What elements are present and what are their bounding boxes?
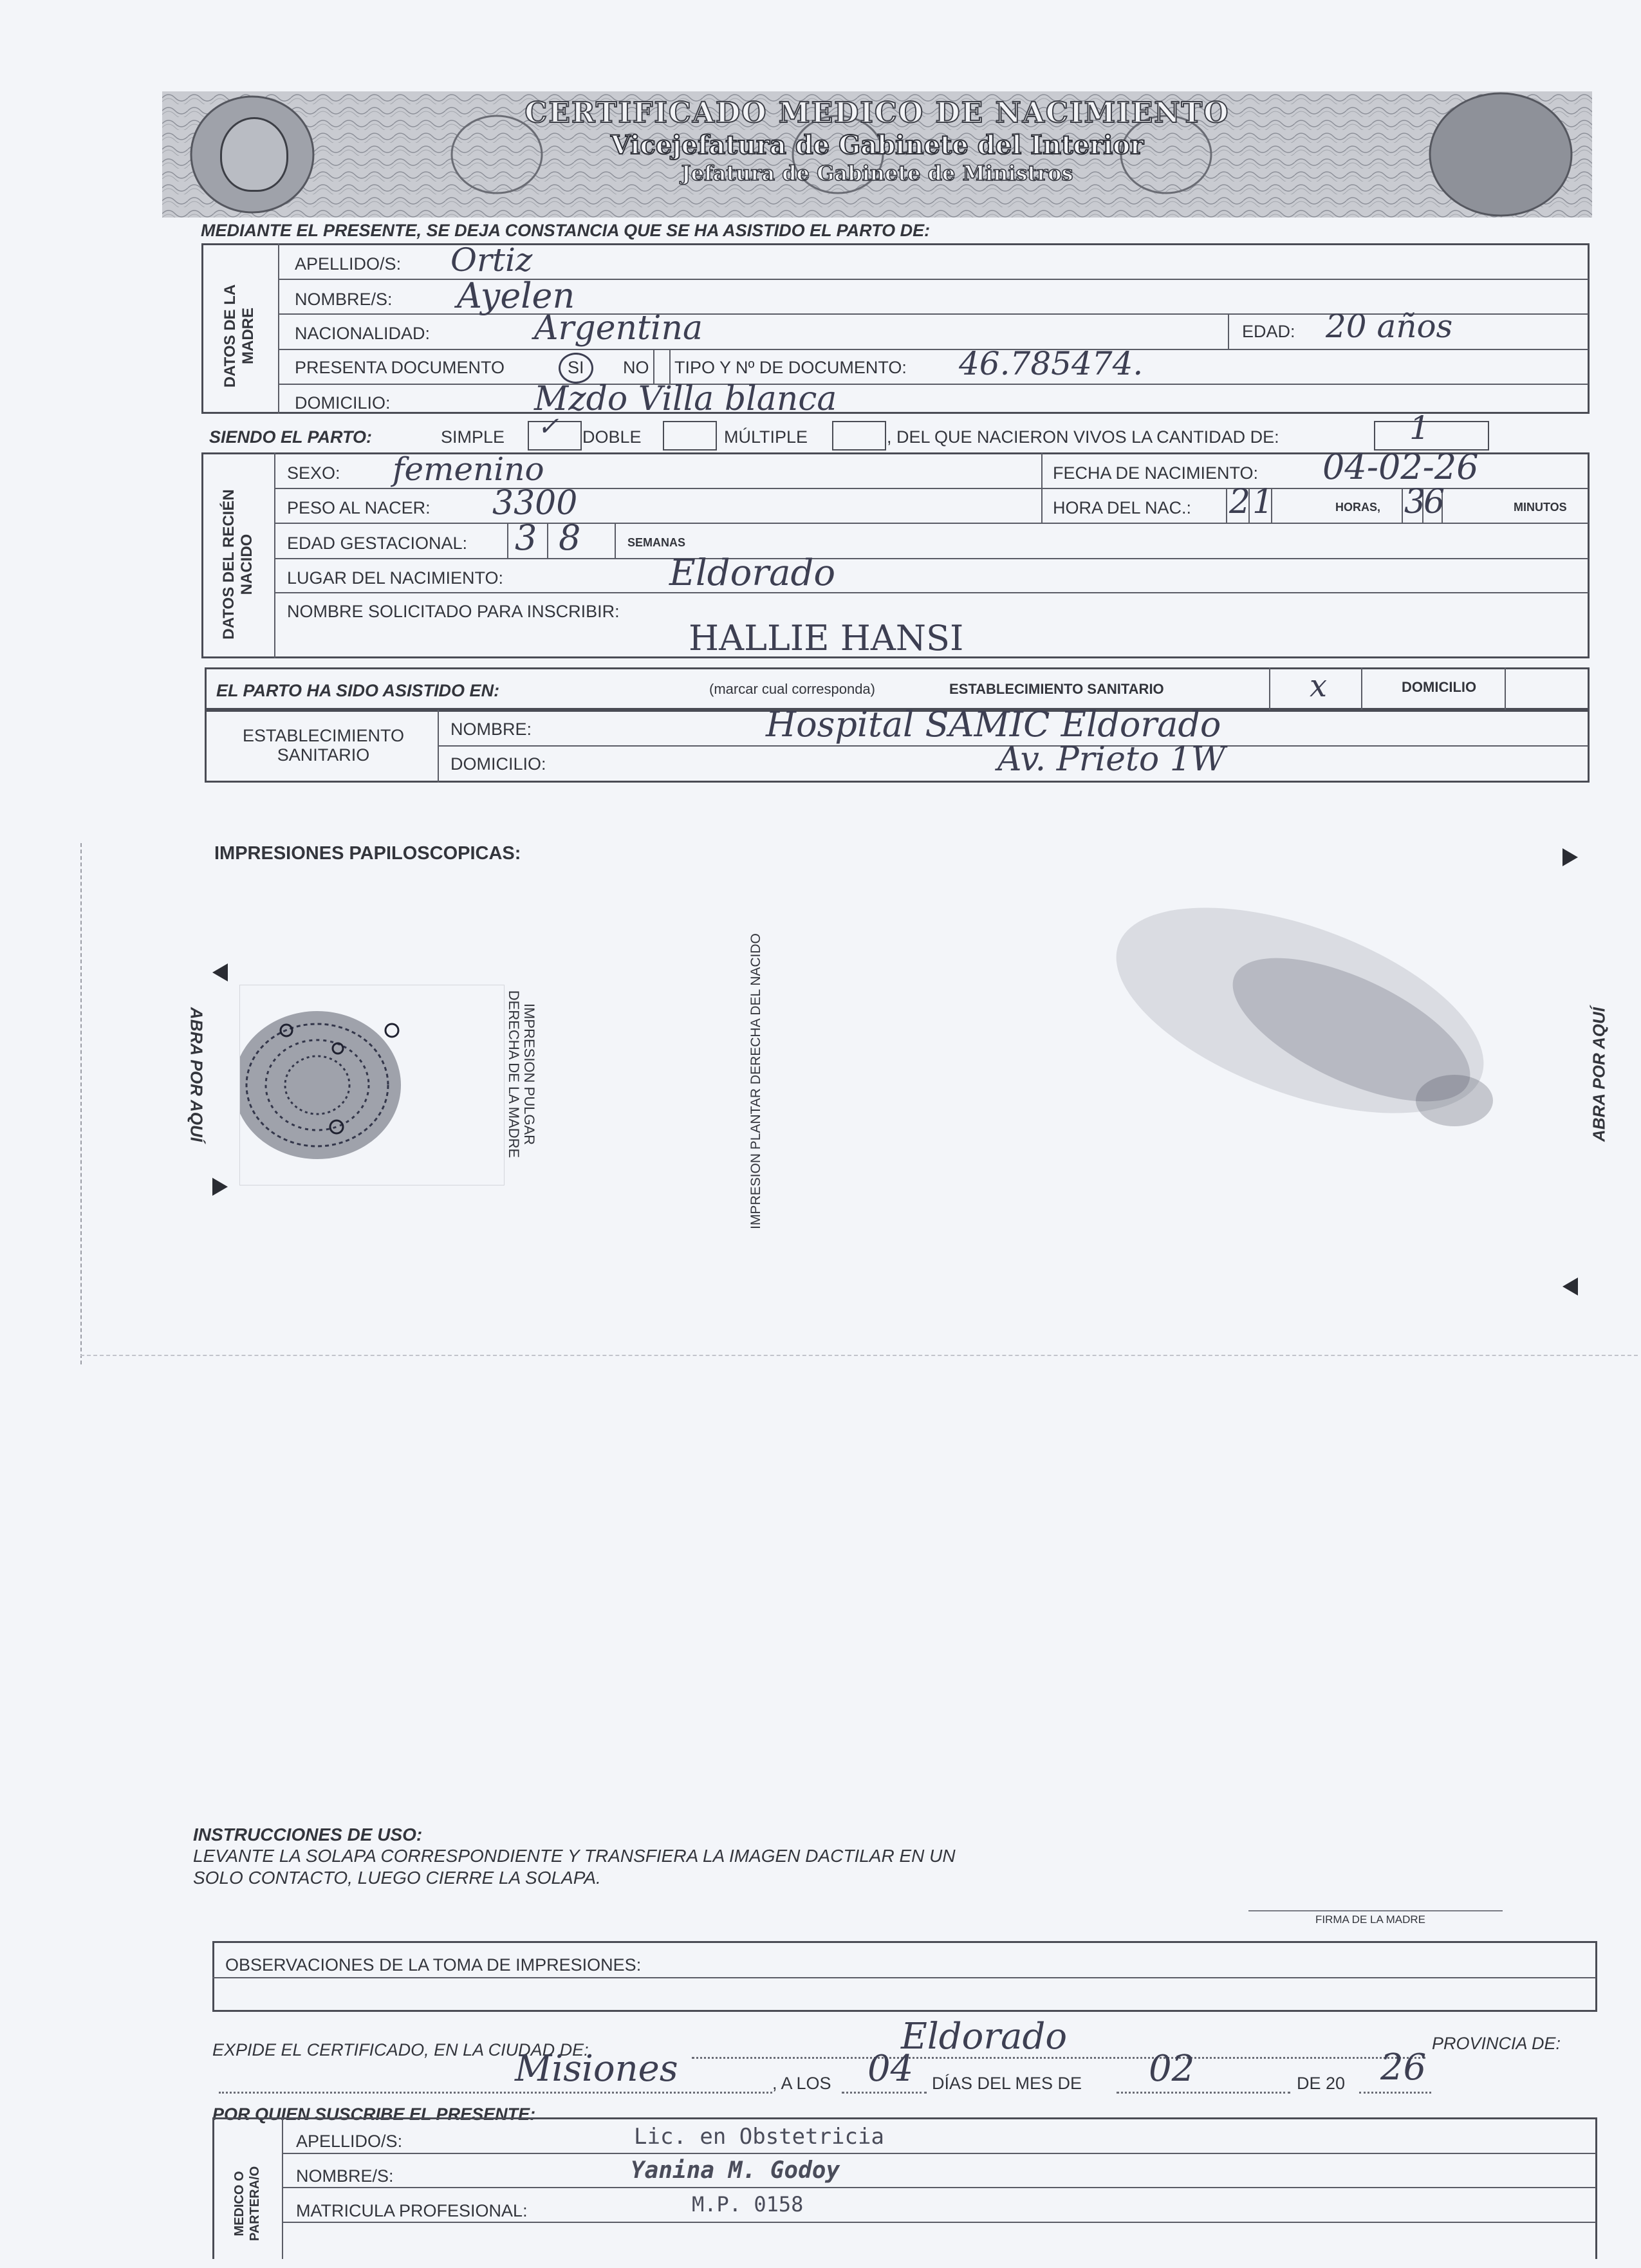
expide-provincia-label: PROVINCIA DE: <box>1432 2034 1561 2053</box>
nacido-section-label: DATOS DEL RECIÉN NACIDO <box>220 489 255 640</box>
nacido-sexo: femenino <box>393 451 544 488</box>
establecimiento-box-label: ESTABLECIMIENTO SANITARIO <box>242 726 405 765</box>
instrucciones-line2: SOLO CONTACTO, LUEGO CIERRE LA SOLAPA. <box>193 1868 601 1888</box>
nacido-edad-gest-d2: 8 <box>559 517 581 558</box>
establecimiento-nombre: Hospital SAMIC Eldorado <box>766 704 1221 745</box>
nacido-edad-gest-d1: 3 <box>515 517 537 558</box>
madre-si-option[interactable]: SI <box>568 358 584 377</box>
nacido-min-d2: 6 <box>1423 483 1445 521</box>
nacido-hora-d1: 2 <box>1229 483 1251 521</box>
expide-ciudad: Eldorado <box>901 2016 1068 2058</box>
madre-domicilio-label: DOMICILIO: <box>295 393 391 413</box>
madre-nombre: Ayelen <box>457 275 575 316</box>
banner-subtitle: Vicejefatura de Gabinete del Interior <box>610 130 1144 160</box>
parto-doble-label: DOBLE <box>582 427 642 447</box>
madre-nacionalidad: Argentina <box>534 309 703 348</box>
asistido-domicilio-opt-label: DOMICILIO <box>1402 679 1477 695</box>
nacido-lugar: Eldorado <box>669 552 836 594</box>
suscribe-nombre-stamp: Yanina M. Godoy <box>631 2157 840 2184</box>
firma-madre-label: FIRMA DE LA MADRE <box>1315 1913 1425 1926</box>
madre-nacionalidad-label: NACIONALIDAD: <box>295 324 431 343</box>
madre-domicilio: Mzdo Villa blanca <box>534 380 837 418</box>
madre-tipo-label: TIPO Y Nº DE DOCUMENTO: <box>674 358 907 377</box>
suscribe-label: POR QUIEN SUSCRIBE EL PRESENTE: <box>212 2105 536 2124</box>
establecimiento-domicilio: Av. Prieto 1W <box>997 740 1226 779</box>
parto-multiple-box[interactable] <box>832 421 886 451</box>
suscribe-apellido-stamp: Lic. en Obstetricia <box>634 2124 884 2150</box>
madre-edad: 20 años <box>1326 308 1453 345</box>
asistido-establecimiento-label: ESTABLECIMIENTO SANITARIO <box>949 681 1164 697</box>
expide-dias-label: DÍAS DEL MES DE <box>932 2074 1082 2093</box>
triangle-left-top-icon <box>212 963 228 981</box>
triangle-right-top-icon <box>1562 848 1578 866</box>
pulgar-label: IMPRESION PULGAR DERECHA DE LA MADRE <box>506 990 537 1158</box>
triangle-right-bottom-icon <box>1562 1278 1578 1296</box>
nacido-fecha: 04-02-26 <box>1322 447 1479 487</box>
parto-label: SIENDO EL PARTO: <box>209 427 373 447</box>
nacido-min-d1: 3 <box>1404 483 1426 521</box>
parto-vivos-label: , DEL QUE NACIERON VIVOS LA CANTIDAD DE: <box>887 427 1279 447</box>
nacido-hora-label: HORA DEL NAC.: <box>1053 498 1192 517</box>
madre-edad-label: EDAD: <box>1242 322 1295 341</box>
madre-section-label: DATOS DE LA MADRE <box>221 284 257 388</box>
establecimiento-nombre-label: NOMBRE: <box>450 720 532 739</box>
nacido-fecha-label: FECHA DE NACIMIENTO: <box>1053 463 1259 483</box>
parto-multiple-label: MÚLTIPLE <box>724 427 808 447</box>
asistido-marcar: (marcar cual corresponda) <box>709 681 875 697</box>
madre-si-circle <box>559 353 593 384</box>
suscribe-section-label: MEDICO O PARTERA/O <box>232 2166 262 2242</box>
expide-de20: DE 20 <box>1297 2074 1346 2093</box>
nacido-semanas-label: SEMANAS <box>627 536 686 549</box>
suscribe-box <box>212 2117 1597 2259</box>
header-banner <box>162 91 1592 218</box>
abra-por-aqui-left[interactable]: ABRA POR AQUÍ <box>187 1007 207 1142</box>
suscribe-nombre-label: NOMBRE/S: <box>296 2166 394 2186</box>
madre-nombre-label: NOMBRE/S: <box>295 290 393 309</box>
expide-label: EXPIDE EL CERTIFICADO, EN LA CIUDAD DE: <box>212 2040 589 2059</box>
expide-mes: 02 <box>1149 2048 1195 2090</box>
parto-simple-mark: ✓ <box>537 412 559 442</box>
instrucciones-line1: LEVANTE LA SOLAPA CORRESPONDIENTE Y TRANSFIERA LA IMAGEN DACTILAR EN UN <box>193 1846 956 1866</box>
banner-title: CERTIFICADO MEDICO DE NACIMIENTO <box>524 97 1230 129</box>
observaciones-box[interactable] <box>212 1941 1597 2012</box>
suscribe-matricula-label: MATRICULA PROFESIONAL: <box>296 2201 528 2220</box>
nacido-peso: 3300 <box>492 484 578 523</box>
nacido-nombre-sol-label: NOMBRE SOLICITADO PARA INSCRIBIR: <box>287 602 620 621</box>
parto-doble-box[interactable] <box>663 421 717 451</box>
nacido-hora-d2: 1 <box>1252 483 1274 521</box>
expide-anio: 26 <box>1380 2047 1427 2088</box>
expide-dia: 04 <box>867 2048 914 2090</box>
expide-provincia: Misiones <box>515 2048 678 2090</box>
madre-presenta-label: PRESENTA DOCUMENTO <box>295 358 505 377</box>
nacido-lugar-label: LUGAR DEL NACIMIENTO: <box>287 568 504 588</box>
impresiones-title: IMPRESIONES PAPILOSCOPICAS: <box>214 843 521 864</box>
expide-a-los: , A LOS <box>772 2074 831 2093</box>
madre-no-option[interactable]: NO <box>623 358 649 377</box>
intro-text: MEDIANTE EL PRESENTE, SE DEJA CONSTANCIA QUE SE HA ASISTIDO EL PARTO DE: <box>201 221 931 240</box>
observaciones-label: OBSERVACIONES DE LA TOMA DE IMPRESIONES: <box>225 1955 642 1975</box>
nacido-peso-label: PESO AL NACER: <box>287 498 431 517</box>
parto-vivos: 1 <box>1409 409 1430 447</box>
asistido-label: EL PARTO HA SIDO ASISTIDO EN: <box>216 681 500 700</box>
establecimiento-domicilio-label: DOMICILIO: <box>450 754 546 774</box>
suscribe-matricula-stamp: M.P. 0158 <box>692 2192 804 2217</box>
parto-simple-label: SIMPLE <box>441 427 505 447</box>
asistido-establecimiento-mark: x <box>1310 668 1328 704</box>
nacido-edad-gest-label: EDAD GESTACIONAL: <box>287 534 468 553</box>
nacido-sexo-label: SEXO: <box>287 463 340 483</box>
instrucciones-title: INSTRUCCIONES DE USO: <box>193 1825 423 1845</box>
banner-subtitle2: Jefatura de Gabinete de Ministros <box>681 161 1073 185</box>
nacido-minutos-label: MINUTOS <box>1514 501 1567 514</box>
suscribe-apellido-label: APELLIDO/S: <box>296 2132 403 2151</box>
madre-documento: 46.785474. <box>959 345 1144 382</box>
nacido-horas-label: HORAS, <box>1335 501 1381 514</box>
thumbprint-area <box>239 985 505 1185</box>
madre-apellido-label: APELLIDO/S: <box>295 254 402 274</box>
footprint-area <box>991 895 1493 1152</box>
triangle-left-bottom-icon <box>212 1178 228 1196</box>
madre-apellido: Ortiz <box>450 241 533 279</box>
plantar-label: IMPRESION PLANTAR DERECHA DEL NACIDO <box>748 933 763 1229</box>
nacido-nombre-sol: HALLIE HANSI <box>689 618 964 658</box>
abra-por-aqui-right[interactable]: ABRA POR AQUÍ <box>1589 1007 1609 1142</box>
